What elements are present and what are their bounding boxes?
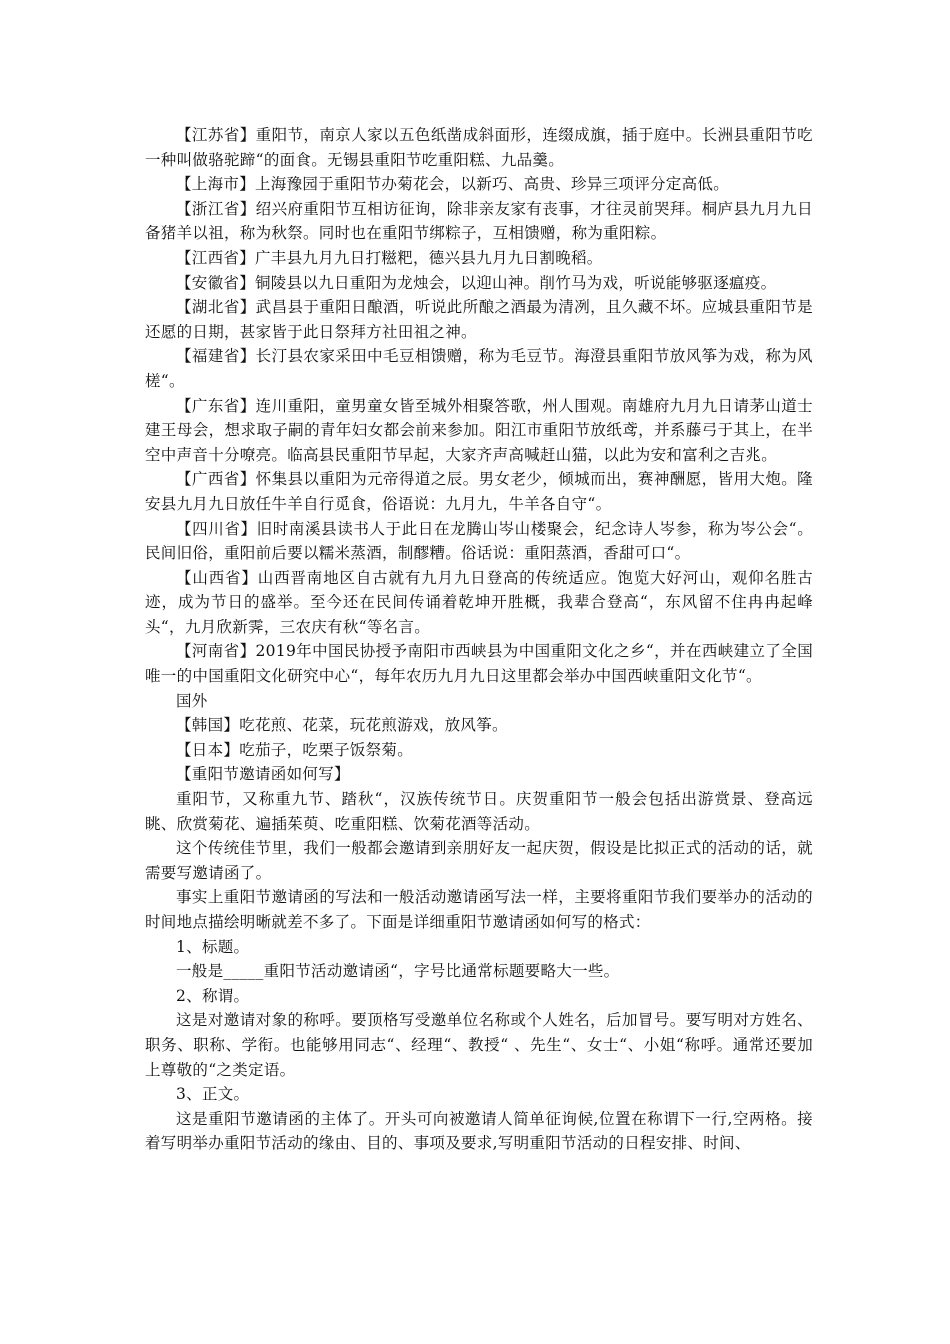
paragraph-anhui [145,271,813,296]
paragraph-hubei [145,295,813,344]
paragraph-text: 【江苏省】重阳节，南京人家以五色纸凿成斜面形，连缀成旗，插于庭中。长洲县重阳节吃一种叫做骆驼蹄“的面食。无锡县重阳节吃重阳糕、九品羹。 [145,126,813,169]
document-body [145,123,813,1156]
paragraph-text: 这是对邀请对象的称呼。要顶格写受邀单位名称或个人姓名，后加冒号。要写明对方姓名、职务、职称、学衔。也能够用同志“、经理“、教授“ 、先生“、女士“、小姐“称呼。通常还要加上尊敬的“之类定语。 [145,1011,813,1079]
list-heading-salutation [145,984,813,1009]
paragraph-text: 【山西省】山西晋南地区自古就有九月九日登高的传统适应。饱览大好河山，观仰名胜古迹，成为节日的盛举。至今还在民间传诵着乾坤开胜概，我辈合登高“，东风留不住冉冉起峰头“，九月欣新霁，三农庆有秋“等名言。 [145,568,813,636]
paragraph-korea [145,713,813,738]
paragraph-text: 1、标题。 [176,937,250,956]
paragraph-body-desc [145,1107,813,1156]
paragraph-text: 【广西省】怀集县以重阳为元帝得道之辰。男女老少，倾城而出，赛神酬愿，皆用大炮。隆安县九月九日放任牛羊自行觅食，俗语说：九月九，牛羊各自守“。 [145,470,813,513]
paragraph-text: 【广东省】连川重阳，童男童女皆至城外相聚答歌，州人围观。南雄府九月九日请茅山道士建王母会，想求取子嗣的青年妇女都会前来参加。阳江市重阳节放纸鸢，并系藤弓于其上，在半空中声音十分嘹亮。临高县民重阳节早起，大家齐声高喊赶山猫，以此为安和富利之吉兆。 [145,396,813,464]
paragraph-celebration [145,836,813,885]
paragraph-text: 【安徽省】铜陵县以九日重阳为龙烛会，以迎山神。削竹马为戏，听说能够驱逐瘟疫。 [176,273,777,292]
paragraph-text: 2、称谓。 [176,986,250,1005]
paragraph-guangxi [145,467,813,516]
paragraph-shanghai [145,172,813,197]
paragraph-format-overview [145,885,813,934]
paragraph-text: 【四川省】旧时南溪县读书人于此日在龙腾山岑山楼聚会，纪念诗人岑参，称为岑公会“。民间旧俗，重阳前后要以糯米蒸酒，制醪糟。俗话说：重阳蒸酒，香甜可口“。 [145,519,813,563]
paragraph-text: 【河南省】2019年中国民协授予南阳市西峡县为中国重阳文化之乡“，并在西峡建立了全国唯一的中国重阳文化研究中心“，每年农历九月九日这里都会举办中国西峡重阳文化节“。 [145,642,813,686]
paragraph-henan [145,639,813,688]
paragraph-text: 【湖北省】武昌县于重阳日酿酒，听说此所酿之酒最为清冽，且久藏不坏。应城县重阳节是还愿的日期，甚家皆于此日祭拜方社田祖之神。 [145,298,813,341]
paragraph-text: 事实上重阳节邀请函的写法和一般活动邀请函写法一样，主要将重阳节我们要举办的活动的时间地点描绘明晰就差不多了。下面是详细重阳节邀请函如何写的格式： [145,888,813,931]
paragraph-text: 【福建省】长汀县农家采田中毛豆相馈赠，称为毛豆节。海澄县重阳节放风筝为戏，称为风槎“。 [145,347,813,390]
list-heading-title [145,935,813,960]
paragraph-text: 【浙江省】绍兴府重阳节互相访征询，除非亲友家有丧事，才往灵前哭拜。桐庐县九月九日备猪羊以祖，称为秋祭。同时也在重阳节绑粽子，互相馈赠，称为重阳粽。 [145,199,813,243]
paragraph-guangdong [145,394,813,468]
paragraph-text: 一般是_____重阳节活动邀请函“，字号比通常标题要略大一些。 [176,962,620,981]
paragraph-salutation-desc [145,1008,813,1082]
paragraph-intro [145,787,813,836]
paragraph-title-desc [145,959,813,984]
paragraph-text: 【江西省】广丰县九月九日打糍粑，德兴县九月九日割晚稻。 [176,248,603,267]
paragraph-text: 【韩国】吃花煎、花菜，玩花煎游戏，放风筝。 [176,716,508,735]
paragraph-text: 【重阳节邀请函如何写】 [176,765,350,784]
paragraph-text: 国外 [176,691,208,710]
paragraph-text: 【日本】吃茄子，吃栗子饭祭菊。 [176,740,414,759]
paragraph-sichuan [145,517,813,566]
paragraph-jiangxi [145,246,813,271]
section-heading-abroad [145,689,813,714]
paragraph-fujian [145,344,813,393]
paragraph-text: 这个传统佳节里，我们一般都会邀请到亲朋好友一起庆贺，假设是比拟正式的活动的话，就需要写邀请函了。 [145,839,813,882]
paragraph-shanxi [145,566,813,640]
list-heading-body [145,1082,813,1107]
paragraph-text: 这是重阳节邀请函的主体了。开头可向被邀请人简单征询候,位置在称谓下一行,空两格。接着写明举办重阳节活动的缘由、目的、事项及要求,写明重阳节活动的日程安排、时间、 [145,1109,813,1153]
paragraph-text: 重阳节，又称重九节、踏秋“，汉族传统节日。庆贺重阳节一般会包括出游赏景、登高远眺、欣赏菊花、遍插茱萸、吃重阳糕、饮菊花酒等活动。 [145,790,813,833]
paragraph-jiangsu [145,123,813,172]
paragraph-japan [145,738,813,763]
section-heading-invitation [145,762,813,787]
paragraph-zhejiang [145,197,813,246]
paragraph-text: 【上海市】上海豫园于重阳节办菊花会，以新巧、高贵、珍异三项评分定高低。 [176,175,730,194]
paragraph-text: 3、正文。 [176,1085,250,1104]
